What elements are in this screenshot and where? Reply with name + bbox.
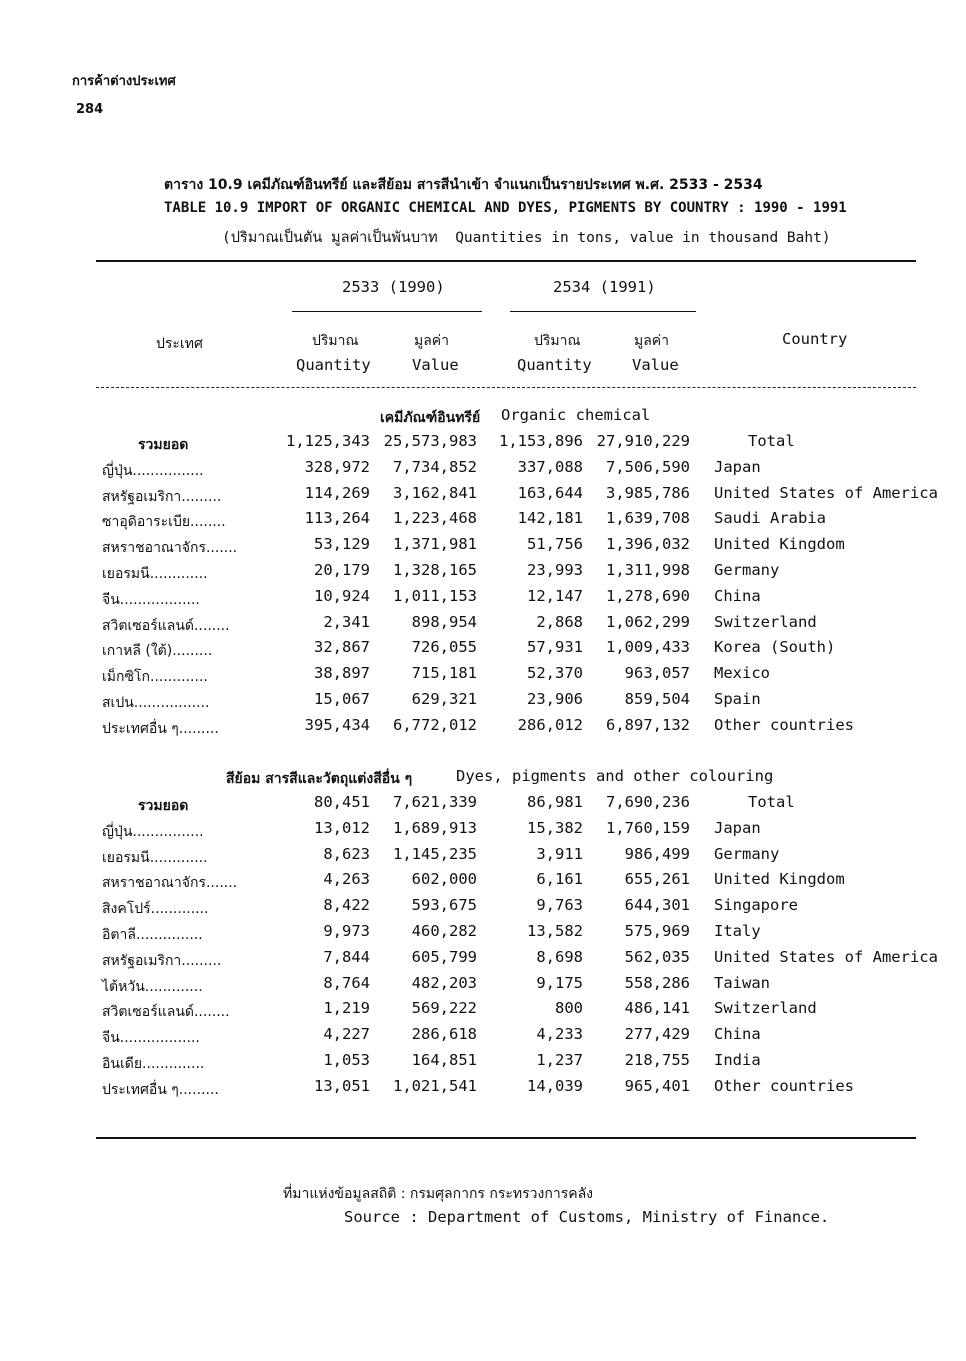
value-1991-cell: 1,278,690 [606, 586, 690, 605]
value-1990-cell: 569,222 [411, 999, 477, 1018]
value-1990-cell: 605,799 [411, 947, 477, 966]
year-1991-header: 2534 (1991) [553, 278, 656, 296]
table-row [0, 793, 966, 819]
country-english-cell: Taiwan [714, 973, 770, 992]
source-thai: ที่มาแห่งข้อมูลสถิติ : กรมศุลกากร กระทรวงการคลัง [283, 1186, 593, 1202]
year-1990-header: 2533 (1990) [342, 278, 445, 296]
country-english-cell: Korea (South) [714, 638, 836, 657]
country-thai-cell: อิตาลี............... [102, 927, 203, 943]
country-thai-cell: สวิตเซอร์แลนด์........ [102, 1004, 230, 1021]
value-1991-cell: 1,009,433 [606, 638, 690, 657]
value-1991-cell: 575,969 [624, 922, 690, 940]
quantity-1991-cell: 15,382 [527, 818, 583, 837]
quantity-1990-cell: 80,451 [314, 793, 370, 811]
value-1990-cell: 7,621,339 [393, 793, 477, 811]
year-1991-underline [510, 311, 696, 312]
quantity-1990-cell: 53,129 [314, 535, 370, 554]
quantity-1991-cell: 8,698 [536, 947, 583, 966]
value-1991-cell: 1,639,708 [606, 509, 690, 528]
country-english-cell: Germany [714, 844, 780, 863]
table-row [0, 535, 966, 561]
quantity-thai-header-2: ปริมาณ [534, 333, 581, 349]
value-1991-cell: 1,760,159 [606, 818, 690, 837]
country-english-cell: Other countries [714, 1076, 854, 1095]
country-english-cell: Total [748, 432, 795, 450]
value-1991-cell: 3,985,786 [606, 483, 690, 502]
value-1991-cell: 277,429 [624, 1025, 690, 1044]
country-english-cell: United Kingdom [714, 870, 845, 889]
value-1990-cell: 3,162,841 [393, 483, 477, 502]
value-1990-cell: 1,223,468 [393, 509, 477, 528]
table-row [0, 922, 966, 948]
country-english-cell: United States of America [714, 947, 938, 966]
quantity-1991-cell: 1,237 [536, 1051, 583, 1069]
table-units: (ปริมาณเป็นตัน มูลค่าเป็นพันบาท Quantities in tons, value in thousand Baht) [222, 230, 831, 246]
country-english-cell: Japan [714, 457, 761, 476]
quantity-1990-cell: 38,897 [314, 664, 370, 683]
country-thai-cell: ประเทศอื่น ๆ......... [102, 720, 219, 737]
value-1991-cell: 965,401 [624, 1076, 690, 1095]
country-english-cell: United Kingdom [714, 535, 845, 554]
country-english-cell: Switzerland [714, 999, 817, 1018]
table-row [0, 999, 966, 1025]
table-title-thai: ตาราง 10.9 เคมีภัณฑ์อินทรีย์ และสีย้อม สารสีนำเข้า จำแนกเป็นรายประเทศ พ.ศ. 2533 - 2534 [164, 177, 763, 193]
country-thai-cell: อินเดีย.............. [102, 1056, 205, 1072]
quantity-1991-cell: 142,181 [517, 509, 583, 528]
table-row [0, 561, 966, 587]
value-1991-cell: 218,755 [624, 1051, 690, 1069]
quantity-1991-cell: 4,233 [536, 1025, 583, 1044]
value-1990-cell: 629,321 [411, 690, 477, 708]
country-thai-cell: สิงคโปร์............. [102, 901, 209, 918]
country-english-cell: Saudi Arabia [714, 509, 826, 528]
country-thai-cell: สหรัฐอเมริกา......... [102, 952, 222, 969]
quantity-1991-cell: 800 [555, 999, 583, 1018]
quantity-1990-cell: 7,844 [323, 947, 370, 966]
quantity-1990-cell: 1,125,343 [286, 432, 370, 450]
quantity-1991-cell: 52,370 [527, 664, 583, 683]
country-english-cell: China [714, 1025, 761, 1044]
table-row [0, 948, 966, 974]
country-english-cell: Total [748, 793, 795, 811]
value-1990-cell: 593,675 [411, 896, 477, 915]
table-row [0, 638, 966, 664]
country-thai-cell: เยอรมนี............. [102, 849, 208, 866]
quantity-1990-cell: 8,623 [323, 844, 370, 863]
value-1991-cell: 486,141 [624, 999, 690, 1018]
quantity-1991-cell: 51,756 [527, 535, 583, 554]
country-english-cell: United States of America [714, 483, 938, 502]
country-english-cell: China [714, 586, 761, 605]
table-row [0, 845, 966, 871]
value-1990-cell: 482,203 [411, 973, 477, 992]
quantity-1991-cell: 9,175 [536, 973, 583, 992]
country-thai-cell: ประเทศอื่น ๆ......... [102, 1081, 219, 1098]
country-english-cell: Other countries [714, 715, 854, 734]
table-title-english: TABLE 10.9 IMPORT OF ORGANIC CHEMICAL AND DYES, PIGMENTS BY COUNTRY : 1990 - 1991 [164, 200, 847, 216]
value-1991-cell: 1,396,032 [606, 535, 690, 554]
source-english: Source : Department of Customs, Ministry of Finance. [344, 1208, 830, 1226]
section-heading-english: Organic chemical [501, 406, 651, 424]
country-thai-cell: สวิตเซอร์แลนด์........ [102, 617, 230, 634]
value-1990-cell: 726,055 [411, 638, 477, 657]
table-row [0, 432, 966, 458]
section-heading-thai: สีย้อม สารสีและวัตถุแต่งสีอื่น ๆ [226, 771, 413, 787]
quantity-1990-cell: 13,051 [314, 1076, 370, 1095]
table-row [0, 587, 966, 613]
value-1990-cell: 898,954 [411, 612, 477, 631]
quantity-thai-header-1: ปริมาณ [312, 333, 359, 349]
value-1991-cell: 963,057 [624, 664, 690, 683]
table-row [0, 1077, 966, 1103]
value-1990-cell: 1,021,541 [393, 1076, 477, 1095]
quantity-english-header-1: Quantity [296, 356, 371, 374]
quantity-1991-cell: 14,039 [527, 1076, 583, 1095]
table-row [0, 458, 966, 484]
country-english-cell: Italy [714, 922, 761, 940]
table-row [0, 1051, 966, 1077]
value-1991-cell: 562,035 [624, 947, 690, 966]
header-bottom-rule [96, 387, 916, 388]
country-english-cell: Japan [714, 818, 761, 837]
table-bottom-rule [96, 1137, 916, 1139]
section-heading-english: Dyes, pigments and other colouring [456, 767, 774, 785]
country-english-cell: Spain [714, 690, 761, 708]
quantity-1990-cell: 1,053 [323, 1051, 370, 1069]
year-1990-underline [292, 311, 482, 312]
table-top-rule [96, 260, 916, 262]
quantity-1991-cell: 57,931 [527, 638, 583, 657]
country-thai-cell: สเปน................. [102, 695, 210, 711]
country-thai-cell: สหราชอาณาจักร....... [102, 875, 238, 892]
table-row [0, 819, 966, 845]
value-1990-cell: 1,328,165 [393, 561, 477, 579]
country-thai-cell: สหราชอาณาจักร....... [102, 540, 238, 557]
table-row [0, 664, 966, 690]
quantity-1990-cell: 4,227 [323, 1025, 370, 1044]
country-thai-cell: เยอรมนี............. [102, 566, 208, 582]
country-english-cell: Germany [714, 561, 780, 579]
quantity-1990-cell: 4,263 [323, 870, 370, 889]
country-thai-cell: สหรัฐอเมริกา......... [102, 488, 222, 505]
page-number: 284 [76, 102, 104, 117]
table-row [0, 870, 966, 896]
section-heading-thai: เคมีภัณฑ์อินทรีย์ [380, 410, 481, 426]
quantity-1991-cell: 13,582 [527, 922, 583, 940]
quantity-1990-cell: 114,269 [304, 483, 370, 502]
quantity-1991-cell: 3,911 [536, 844, 583, 863]
value-1991-cell: 1,311,998 [606, 561, 690, 579]
country-english-cell: Mexico [714, 664, 770, 683]
section-header: การค้าต่างประเทศ [72, 74, 176, 89]
value-1990-cell: 1,371,981 [393, 535, 477, 554]
quantity-english-header-2: Quantity [517, 356, 592, 374]
value-1990-cell: 6,772,012 [393, 715, 477, 734]
country-thai-cell: รวมยอด [138, 798, 189, 814]
country-thai-cell: จีน.................. [102, 1030, 200, 1047]
quantity-1990-cell: 113,264 [304, 509, 370, 528]
quantity-1990-cell: 10,924 [314, 586, 370, 605]
value-1991-cell: 1,062,299 [606, 612, 690, 631]
value-1991-cell: 27,910,229 [596, 432, 690, 450]
table-row [0, 690, 966, 716]
value-1991-cell: 558,286 [624, 973, 690, 992]
table-row [0, 509, 966, 535]
table-row [0, 716, 966, 742]
value-1991-cell: 859,504 [624, 690, 690, 708]
country-thai-cell: ญี่ปุ่น................ [102, 823, 204, 840]
quantity-1990-cell: 15,067 [314, 690, 370, 708]
quantity-1990-cell: 8,422 [323, 896, 370, 915]
quantity-1990-cell: 13,012 [314, 818, 370, 837]
value-1990-cell: 602,000 [411, 870, 477, 889]
quantity-1991-cell: 86,981 [527, 793, 583, 811]
country-thai-cell: ซาอุดิอาระเบีย........ [102, 514, 226, 531]
quantity-1991-cell: 12,147 [527, 586, 583, 605]
country-english-cell: India [714, 1051, 761, 1069]
value-thai-header-1: มูลค่า [414, 333, 450, 349]
quantity-1990-cell: 328,972 [304, 457, 370, 476]
table-row [0, 1025, 966, 1051]
value-1990-cell: 1,689,913 [393, 818, 477, 837]
value-1990-cell: 7,734,852 [393, 457, 477, 476]
country-english-header: Country [782, 330, 848, 348]
country-english-cell: Singapore [714, 896, 798, 915]
value-1991-cell: 6,897,132 [606, 715, 690, 734]
value-1991-cell: 7,506,590 [606, 457, 690, 476]
country-thai-cell: รวมยอด [138, 437, 189, 453]
country-thai-cell: จีน.................. [102, 591, 200, 608]
quantity-1991-cell: 2,868 [536, 612, 583, 631]
quantity-1991-cell: 23,993 [527, 561, 583, 579]
value-english-header-2: Value [632, 356, 679, 374]
value-english-header-1: Value [412, 356, 459, 374]
quantity-1990-cell: 2,341 [323, 612, 370, 631]
value-1991-cell: 7,690,236 [606, 793, 690, 811]
table-row [0, 896, 966, 922]
quantity-1991-cell: 163,644 [517, 483, 583, 502]
quantity-1990-cell: 32,867 [314, 638, 370, 657]
value-1990-cell: 1,011,153 [393, 586, 477, 605]
quantity-1991-cell: 9,763 [536, 896, 583, 915]
table-row [0, 613, 966, 639]
country-thai-cell: เม็กซิโก............. [102, 669, 208, 686]
table-row [0, 484, 966, 510]
country-thai-cell: เกาหลี (ใต้)......... [102, 643, 213, 660]
value-1991-cell: 655,261 [624, 870, 690, 889]
country-thai-cell: ไต้หวัน............. [102, 978, 203, 995]
value-1990-cell: 1,145,235 [393, 844, 477, 863]
value-1990-cell: 715,181 [411, 664, 477, 683]
quantity-1990-cell: 8,764 [323, 973, 370, 992]
quantity-1990-cell: 1,219 [323, 999, 370, 1018]
quantity-1990-cell: 395,434 [304, 715, 370, 734]
value-thai-header-2: มูลค่า [634, 333, 670, 349]
quantity-1991-cell: 6,161 [536, 870, 583, 889]
country-thai-cell: ญี่ปุ่น................ [102, 462, 204, 479]
value-1991-cell: 986,499 [624, 844, 690, 863]
quantity-1990-cell: 20,179 [314, 561, 370, 579]
quantity-1991-cell: 286,012 [517, 715, 583, 734]
table-row [0, 974, 966, 1000]
country-thai-header: ประเทศ [156, 336, 203, 352]
country-english-cell: Switzerland [714, 612, 817, 631]
value-1990-cell: 460,282 [411, 922, 477, 940]
value-1990-cell: 286,618 [411, 1025, 477, 1044]
quantity-1991-cell: 337,088 [517, 457, 583, 476]
value-1990-cell: 164,851 [411, 1051, 477, 1069]
quantity-1991-cell: 1,153,896 [499, 432, 583, 450]
value-1990-cell: 25,573,983 [383, 432, 477, 450]
quantity-1990-cell: 9,973 [323, 922, 370, 940]
quantity-1991-cell: 23,906 [527, 690, 583, 708]
value-1991-cell: 644,301 [624, 896, 690, 915]
